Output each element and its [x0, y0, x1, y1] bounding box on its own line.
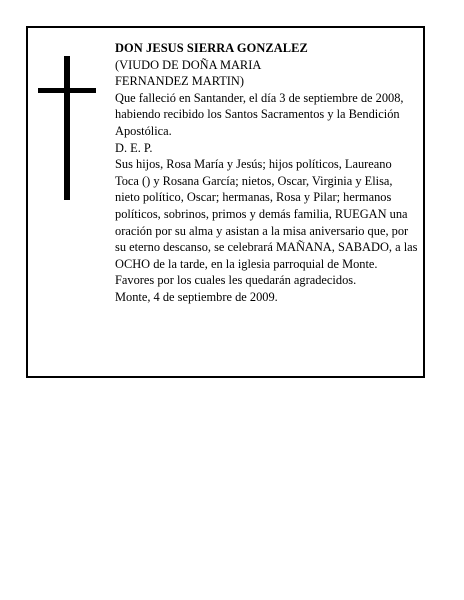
cross-icon	[38, 56, 100, 200]
rip-text: D. E. P.	[115, 140, 153, 155]
obituary-notice	[26, 26, 425, 378]
widower-line-2: FERNANDEZ MARTIN)	[115, 74, 245, 89]
family-and-request: Sus hijos, Rosa María y Jesús; hijos políticos, Laureano Toca () y Rosana García; nietos, Oscar, Virginia y Elisa, nieto político, Oscar; hermanas, Rosa y Pilar; hermanos políticos, sobrinos, primos y demás familia, RUEGAN una oración por su alma y asistan a la misa aniversario que, por su eterno descanso, se celebrará MAÑANA, SABADO, a las OCHO de la tarde, en la iglesia parroquial de Monte. Favores por los cuales les quedarán agradecidos.	[115, 157, 418, 288]
place-date: Monte, 4 de septiembre de 2009.	[115, 289, 278, 304]
cross-horizontal-bar	[38, 88, 96, 93]
widower-line-1: (VIUDO DE DOÑA MARIA	[115, 57, 262, 72]
deceased-name: DON JESUS SIERRA GONZALEZ	[115, 41, 308, 55]
cross-vertical-bar	[64, 56, 70, 200]
notice-body	[115, 40, 418, 306]
death-info: Que falleció en Santander, el día 3 de septiembre de 2008, habiendo recibido los Santos Sacramentos y la Bendición Apostólica.	[115, 90, 404, 138]
